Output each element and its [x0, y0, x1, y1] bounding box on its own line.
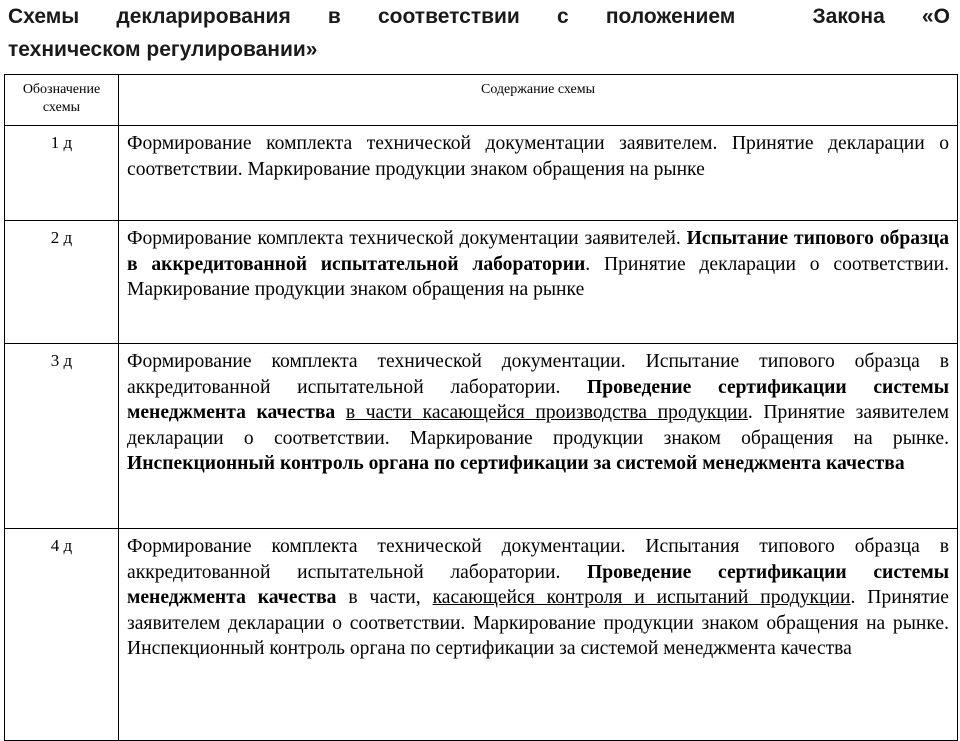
- bold-text: Проведение сертификации системы менеджмента качества: [127, 561, 949, 608]
- table-row: [5, 126, 958, 221]
- title-word: декларирования: [116, 5, 291, 28]
- content-text: [335, 402, 346, 423]
- scheme-content: [119, 221, 958, 344]
- table-header-row: [5, 75, 958, 126]
- scheme-code: 4 д: [5, 529, 119, 741]
- scheme-code: 1 д: [5, 126, 119, 221]
- page-title: [8, 0, 950, 66]
- title-word: Закона: [812, 5, 885, 28]
- bold-text: Инспекционный контроль органа по сертификации за системой менеджмента качества: [127, 453, 905, 474]
- header-code: Обозначение схемы: [5, 75, 119, 126]
- bold-text: Испытание типового образца в аккредитованной испытательной лаборатории: [127, 228, 950, 275]
- content-text: Формирование комплекта технической документации. Испытание типового образца в аккредитованной испытательной лаборатории.: [127, 351, 949, 398]
- content-text: . Принятие декларации о соответствии. Маркирование продукции знаком обращения на рынке: [127, 253, 949, 300]
- title-line-1: [8, 0, 950, 33]
- scheme-content: [119, 344, 958, 529]
- content-text: . Принятие заявителем декларации о соответствии. Маркирование продукции знаком обращения на рынке.: [127, 402, 949, 449]
- underlined-text: касающейся контроля и испытаний продукции: [432, 587, 851, 608]
- header-content: Содержание схемы: [119, 75, 958, 126]
- bold-text: Проведение сертификации системы менеджмента качества: [127, 376, 949, 423]
- schemes-table: [4, 74, 958, 741]
- title-word: Схемы: [8, 5, 80, 28]
- content-text: . Принятие заявителем декларации о соответствии. Маркирование продукции знаком обращения на рынке. Инспекционный контроль органа по сертификации за системой менеджмента качества: [127, 587, 949, 659]
- scheme-content: [119, 126, 958, 221]
- title-word: с: [557, 5, 569, 28]
- scheme-code: 2 д: [5, 221, 119, 344]
- title-line-2: техническом регулировании»: [8, 38, 318, 61]
- table-row: [5, 221, 958, 344]
- table-row: [5, 529, 958, 741]
- scheme-code: 3 д: [5, 344, 119, 529]
- content-text: в части,: [336, 587, 433, 608]
- title-word: положением: [605, 5, 736, 28]
- title-word: соответствии: [378, 5, 520, 28]
- content-text: Формирование комплекта технической документации заявителем. Принятие декларации о соответствии. Маркирование продукции знаком обращения на рынке: [127, 133, 949, 180]
- content-text: Формирование комплекта технической документации заявителей.: [127, 228, 687, 249]
- content-text: Формирование комплекта технической документации. Испытания типового образца в аккредитованной испытательной лаборатории.: [127, 536, 949, 583]
- table-row: [5, 344, 958, 529]
- title-word: «О: [921, 5, 950, 28]
- underlined-text: в части касающейся производства продукции: [345, 402, 748, 423]
- scheme-content: [119, 529, 958, 741]
- title-word: в: [327, 5, 341, 28]
